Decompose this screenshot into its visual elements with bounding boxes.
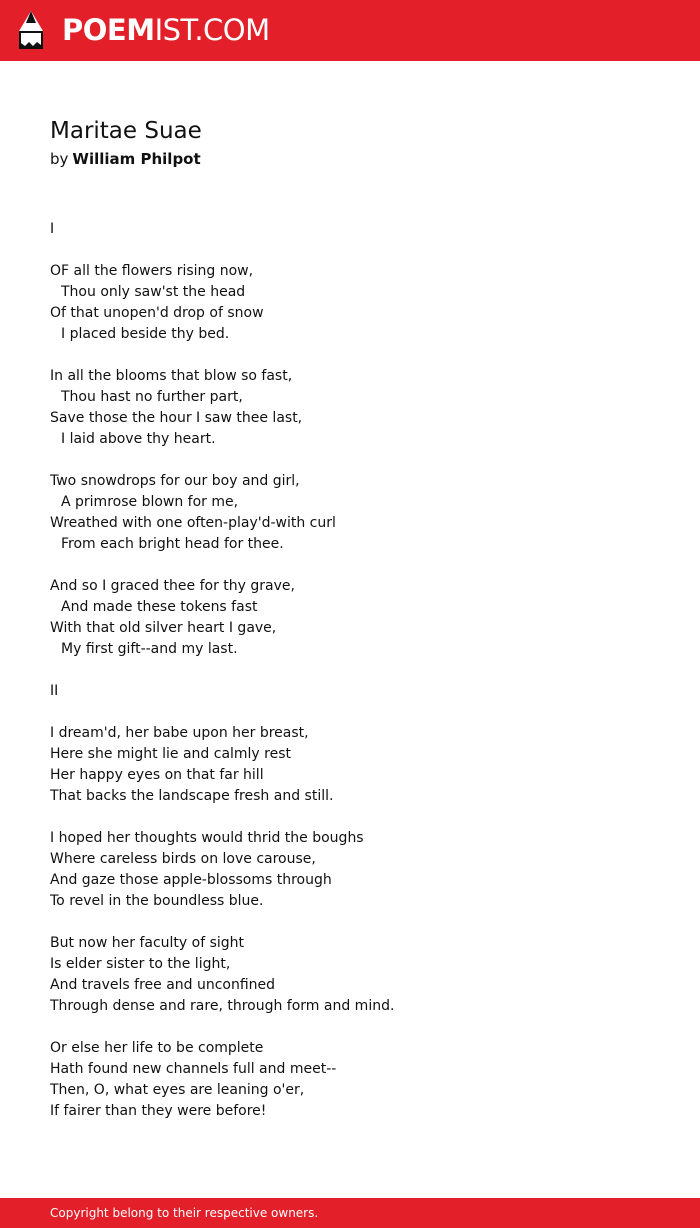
stanza-break: [50, 660, 670, 681]
poem-line: And gaze those apple-blossoms through: [50, 872, 332, 888]
poem-line: OF all the flowers rising now,: [50, 263, 254, 279]
poem-line: And travels free and unconfined: [50, 977, 276, 993]
poem-line: I placed beside thy bed.: [61, 326, 230, 342]
author-name[interactable]: William Philpot: [72, 150, 201, 168]
poem-title: Maritae Suae: [50, 118, 202, 144]
poem-body: [50, 219, 670, 1122]
stanza-break: [50, 912, 670, 933]
poem-line: Through dense and rare, through form and mind.: [50, 998, 395, 1014]
poem-line: Wreathed with one often-play'd-with curl: [50, 515, 336, 531]
poem-line: To revel in the boundless blue.: [50, 893, 264, 909]
pencil-icon[interactable]: [17, 9, 45, 52]
poem-line: Save those the hour I saw thee last,: [50, 410, 303, 426]
brand-bold: POEM: [62, 13, 155, 47]
stanza-break: [50, 555, 670, 576]
poem-line: I laid above thy heart.: [61, 431, 216, 447]
poem-line: My first gift--and my last.: [61, 641, 238, 657]
site-logo[interactable]: [62, 13, 270, 47]
poem-line: I dream'd, her babe upon her breast,: [50, 725, 309, 741]
site-footer: [0, 1198, 700, 1228]
stanza-break: [50, 450, 670, 471]
poem-line: I hoped her thoughts would thrid the boughs: [50, 830, 364, 846]
poem-line: II: [50, 683, 59, 699]
poem-line: But now her faculty of sight: [50, 935, 245, 951]
by-label: by: [50, 150, 69, 168]
brand-light: IST.COM: [154, 13, 270, 47]
poem-line: From each bright head for thee.: [61, 536, 284, 552]
poem-line: And so I graced thee for thy grave,: [50, 578, 295, 594]
stanza-break: [50, 240, 670, 261]
poem-line: Thou hast no further part,: [61, 389, 243, 405]
poem-line: And made these tokens fast: [61, 599, 258, 615]
poem-line: Thou only saw'st the head: [61, 284, 246, 300]
poem-line: Here she might lie and calmly rest: [50, 746, 292, 762]
poem-line: With that old silver heart I gave,: [50, 620, 277, 636]
poem-line: Two snowdrops for our boy and girl,: [50, 473, 300, 489]
byline: [50, 148, 201, 170]
poem-line: A primrose blown for me,: [61, 494, 239, 510]
poem-line: Is elder sister to the light,: [50, 956, 231, 972]
poem-line: That backs the landscape fresh and still.: [50, 788, 334, 804]
stanza-break: [50, 345, 670, 366]
stanza-break: [50, 1017, 670, 1038]
poem-line: Then, O, what eyes are leaning o'er,: [50, 1082, 305, 1098]
copyright-text: Copyright belong to their respective owners.: [50, 1206, 319, 1220]
stanza-break: [50, 702, 670, 723]
site-header: [0, 0, 700, 61]
poem-line: Hath found new channels full and meet--: [50, 1061, 337, 1077]
poem-line: Where careless birds on love carouse,: [50, 851, 316, 867]
poem-line: Or else her life to be complete: [50, 1040, 264, 1056]
poem-line: Of that unopen'd drop of snow: [50, 305, 264, 321]
poem-line: Her happy eyes on that far hill: [50, 767, 264, 783]
stanza-break: [50, 807, 670, 828]
poem-line: I: [50, 221, 55, 237]
poem-line: If fairer than they were before!: [50, 1103, 267, 1119]
poem-line: In all the blooms that blow so fast,: [50, 368, 293, 384]
